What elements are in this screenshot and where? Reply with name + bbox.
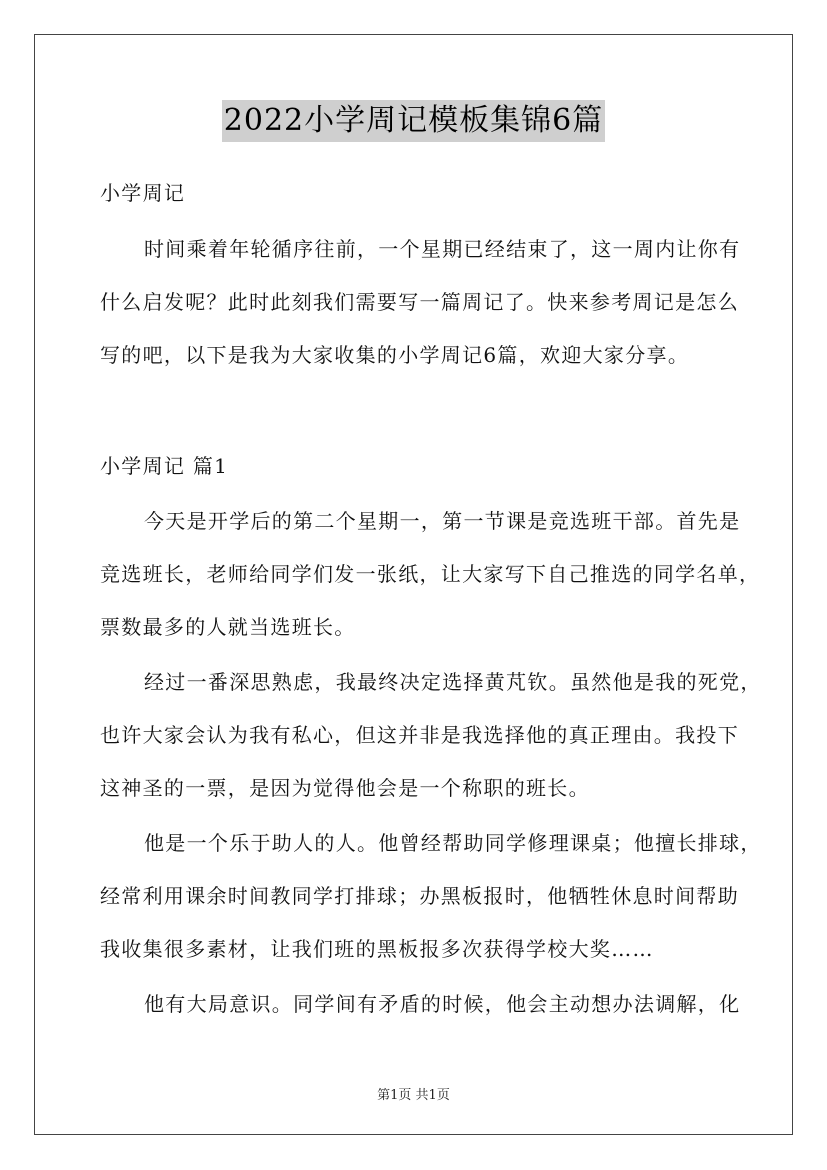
- paragraph-line: 也许大家会认为我有私心，但这并非是我选择他的真正理由。我投下: [100, 723, 739, 747]
- document-title: 2022小学周记模板集锦6篇: [222, 100, 605, 142]
- paragraph-line: 今天是开学后的第二个星期一，第一节课是竞选班干部。首先是: [144, 509, 741, 533]
- article-heading: 小学周记 篇1: [100, 454, 229, 478]
- section-heading: 小学周记: [100, 181, 186, 205]
- intro-line: 什么启发呢？此时此刻我们需要写一篇周记了。快来参考周记是怎么: [100, 290, 739, 314]
- paragraph-line: 经常利用课余时间教同学打排球；办黑板报时，他牺牲休息时间帮助: [100, 884, 739, 908]
- paragraph-line: 这神圣的一票，是因为觉得他会是一个称职的班长。: [100, 776, 590, 800]
- intro-line: 时间乘着年轮循序往前，一个星期已经结束了，这一周内让你有: [144, 237, 741, 261]
- title-container: [0, 100, 827, 142]
- page-footer: 第1页 共1页: [377, 1088, 450, 1103]
- paragraph-line: 经过一番深思熟虑，我最终决定选择黄芃钦。虽然他是我的死党，: [144, 670, 762, 694]
- paragraph-line: 竞选班长，老师给同学们发一张纸，让大家写下自己推选的同学名单，: [100, 562, 761, 586]
- paragraph-line: 票数最多的人就当选班长。: [100, 615, 356, 639]
- intro-line: 写的吧，以下是我为大家收集的小学周记6篇，欢迎大家分享。: [100, 343, 690, 367]
- paragraph-line: 他有大局意识。同学间有矛盾的时候，他会主动想办法调解，化: [144, 992, 741, 1016]
- paragraph-line: 我收集很多素材，让我们班的黑板报多次获得学校大奖……: [100, 937, 654, 961]
- paragraph-line: 他是一个乐于助人的人。他曾经帮助同学修理课桌；他擅长排球，: [144, 831, 762, 855]
